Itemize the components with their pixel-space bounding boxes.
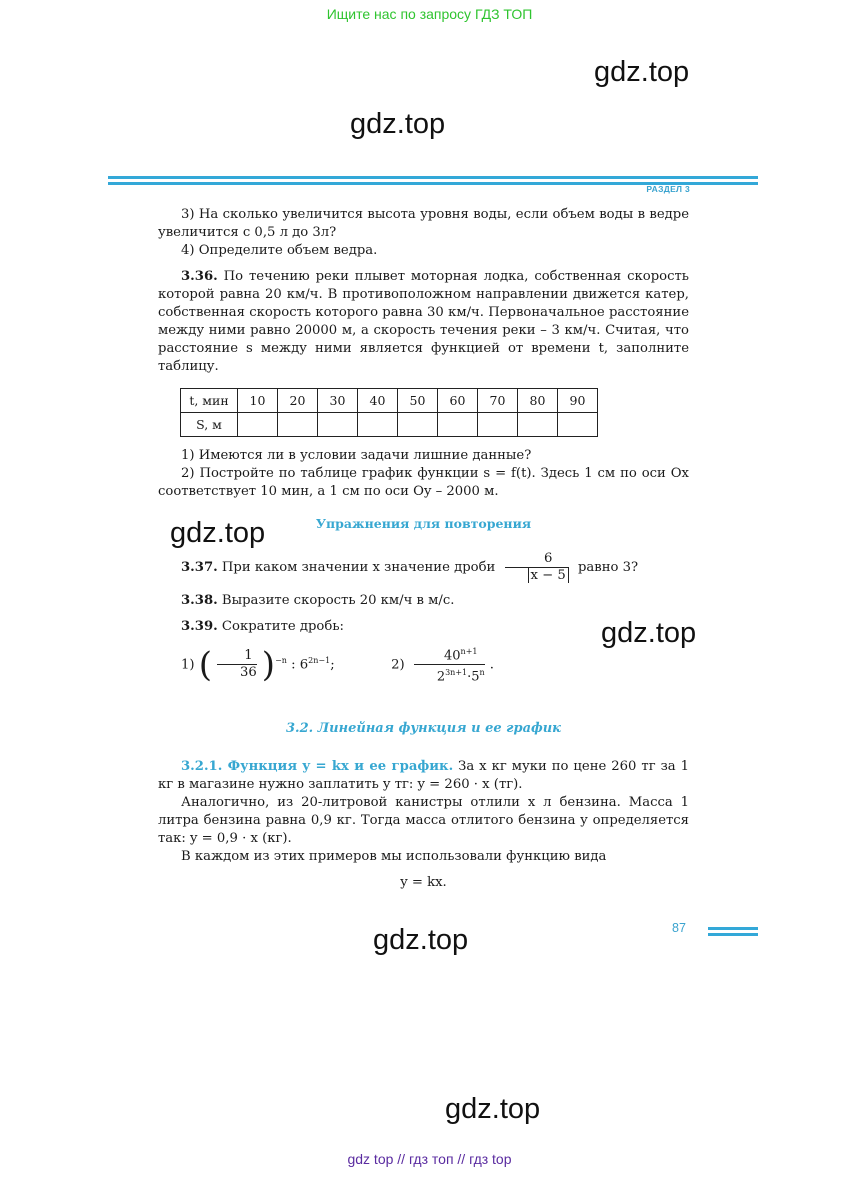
paren-close: ) [261, 644, 276, 685]
section-heading: 3.2. Линейная функция и ее график [286, 720, 561, 736]
watermark: gdz.top [170, 517, 266, 549]
table-cell-empty [238, 413, 278, 437]
problem-number: 3.36. [181, 269, 218, 284]
watermark: gdz.top [373, 924, 469, 956]
paragraph-text: За x кг муки по цене 260 тг за 1 кг в магазине нужно заплатить y тг: y = 260 · x (тг). [158, 758, 689, 792]
intro-line: 3) На сколько увеличится высота уровня воды, если объем воды в ведре увеличится с 0,5 л до 3л? [158, 207, 689, 240]
subsection-title: 3.2.1. Функция y = kx и ее график. [181, 758, 454, 774]
problem-text: Сократите дробь: [221, 619, 344, 634]
fraction-numerator: 6 [505, 551, 569, 568]
base: 2 [436, 669, 446, 685]
exponent: 2n−1 [308, 655, 331, 665]
table-header-t: t, мин [181, 389, 238, 413]
problem-3-38 [158, 592, 689, 610]
problem-3-37 [158, 551, 689, 584]
watermark: gdz.top [594, 56, 690, 88]
base: ·5 [467, 669, 480, 685]
table-cell: 30 [318, 389, 358, 413]
table-cell: 70 [478, 389, 518, 413]
exponent: 3n+1 [445, 668, 468, 678]
expr-text: . [489, 657, 494, 673]
section-label: РАЗДЕЛ 3 [646, 184, 690, 194]
fraction-denominator: x − 5 [528, 568, 569, 583]
exponent: n [479, 668, 485, 678]
table-cell-empty [318, 413, 358, 437]
table-cell-empty [438, 413, 478, 437]
table-cell-empty [478, 413, 518, 437]
table-cell: 90 [558, 389, 598, 413]
table-cell-empty [518, 413, 558, 437]
problem-text: При каком значении x значение дроби [221, 560, 496, 575]
paren-open: ( [198, 644, 213, 685]
question-2: 2) Постройте по таблице график функции s = f(t). Здесь 1 см по оси Ox соответствует 10 мин, а 1 см по оси Oy – 2000 м. [158, 466, 689, 499]
problem-number: 3.37. [181, 560, 218, 575]
exponent: n+1 [460, 647, 478, 656]
table-cell: 80 [518, 389, 558, 413]
exponent: −n [275, 655, 287, 665]
distance-table [180, 388, 598, 437]
watermark: gdz.top [350, 108, 446, 140]
problem-3-36 [158, 268, 689, 376]
paragraph: Аналогично, из 20-литровой канистры отлили x л бензина. Масса 1 литра бензина равна 0,9 кг. Тогда масса отлитого бензина y определяется так: y = 0,9 · x (кг). [158, 794, 689, 846]
table-cell-empty [398, 413, 438, 437]
table-cell-empty [278, 413, 318, 437]
watermark: gdz.top [445, 1093, 541, 1125]
problem-number: 3.39. [181, 619, 218, 634]
base: 40 [444, 648, 461, 664]
footer-links[interactable]: gdz top // гдз топ // гдз top [347, 1151, 512, 1167]
footer-rule [708, 927, 758, 939]
table-cell-empty [558, 413, 598, 437]
table-header-s: S, м [181, 413, 238, 437]
review-heading: Упражнения для повторения [315, 516, 532, 531]
fraction [414, 644, 485, 686]
fraction-denominator [414, 665, 485, 685]
fraction-denominator: 36 [240, 665, 257, 681]
table-cell: 10 [238, 389, 278, 413]
fraction-numerator: 1 [217, 648, 257, 665]
table-cell: 40 [358, 389, 398, 413]
intro-line: 4) Определите объем ведра. [181, 243, 378, 258]
question-1: 1) Имеются ли в условии задачи лишние данные? [181, 448, 532, 463]
table-cell: 20 [278, 389, 318, 413]
expr-label: 2) [391, 657, 405, 673]
fraction [217, 648, 257, 681]
problem-number: 3.38. [181, 593, 218, 608]
watermark: gdz.top [601, 617, 697, 649]
expr-text: ; [330, 657, 335, 673]
fraction [505, 551, 569, 584]
expr-label: 1) [181, 657, 195, 673]
problem-text: По течению реки плывет моторная лодка, собственная скорость которой равна 20 км/ч. В противоположном направлении движется катер, собственная скорость которого равна 30 км/ч. Первоначальное расстояние между ними равно 20000 м, а скорость течения реки – 3 км/ч. Считая, что расстояние s между ними является функцией от времени t, заполните таблицу. [158, 269, 689, 374]
table-row [181, 413, 598, 437]
formula: y = kx. [400, 874, 447, 890]
table-row [181, 389, 598, 413]
page-number: 87 [672, 921, 686, 935]
table-cell-empty [358, 413, 398, 437]
paragraph-3-2-1 [158, 758, 689, 794]
expressions-row [158, 644, 689, 686]
table-cell: 50 [398, 389, 438, 413]
problem-text: Выразите скорость 20 км/ч в м/с. [221, 593, 455, 608]
expr-text: : 6 [291, 657, 309, 673]
paragraph: В каждом из этих примеров мы использовали функцию вида [181, 848, 607, 864]
top-banner[interactable]: Ищите нас по запросу ГДЗ ТОП [326, 6, 533, 22]
fraction-numerator [414, 644, 485, 665]
problem-text: равно 3? [577, 560, 639, 575]
table-cell: 60 [438, 389, 478, 413]
